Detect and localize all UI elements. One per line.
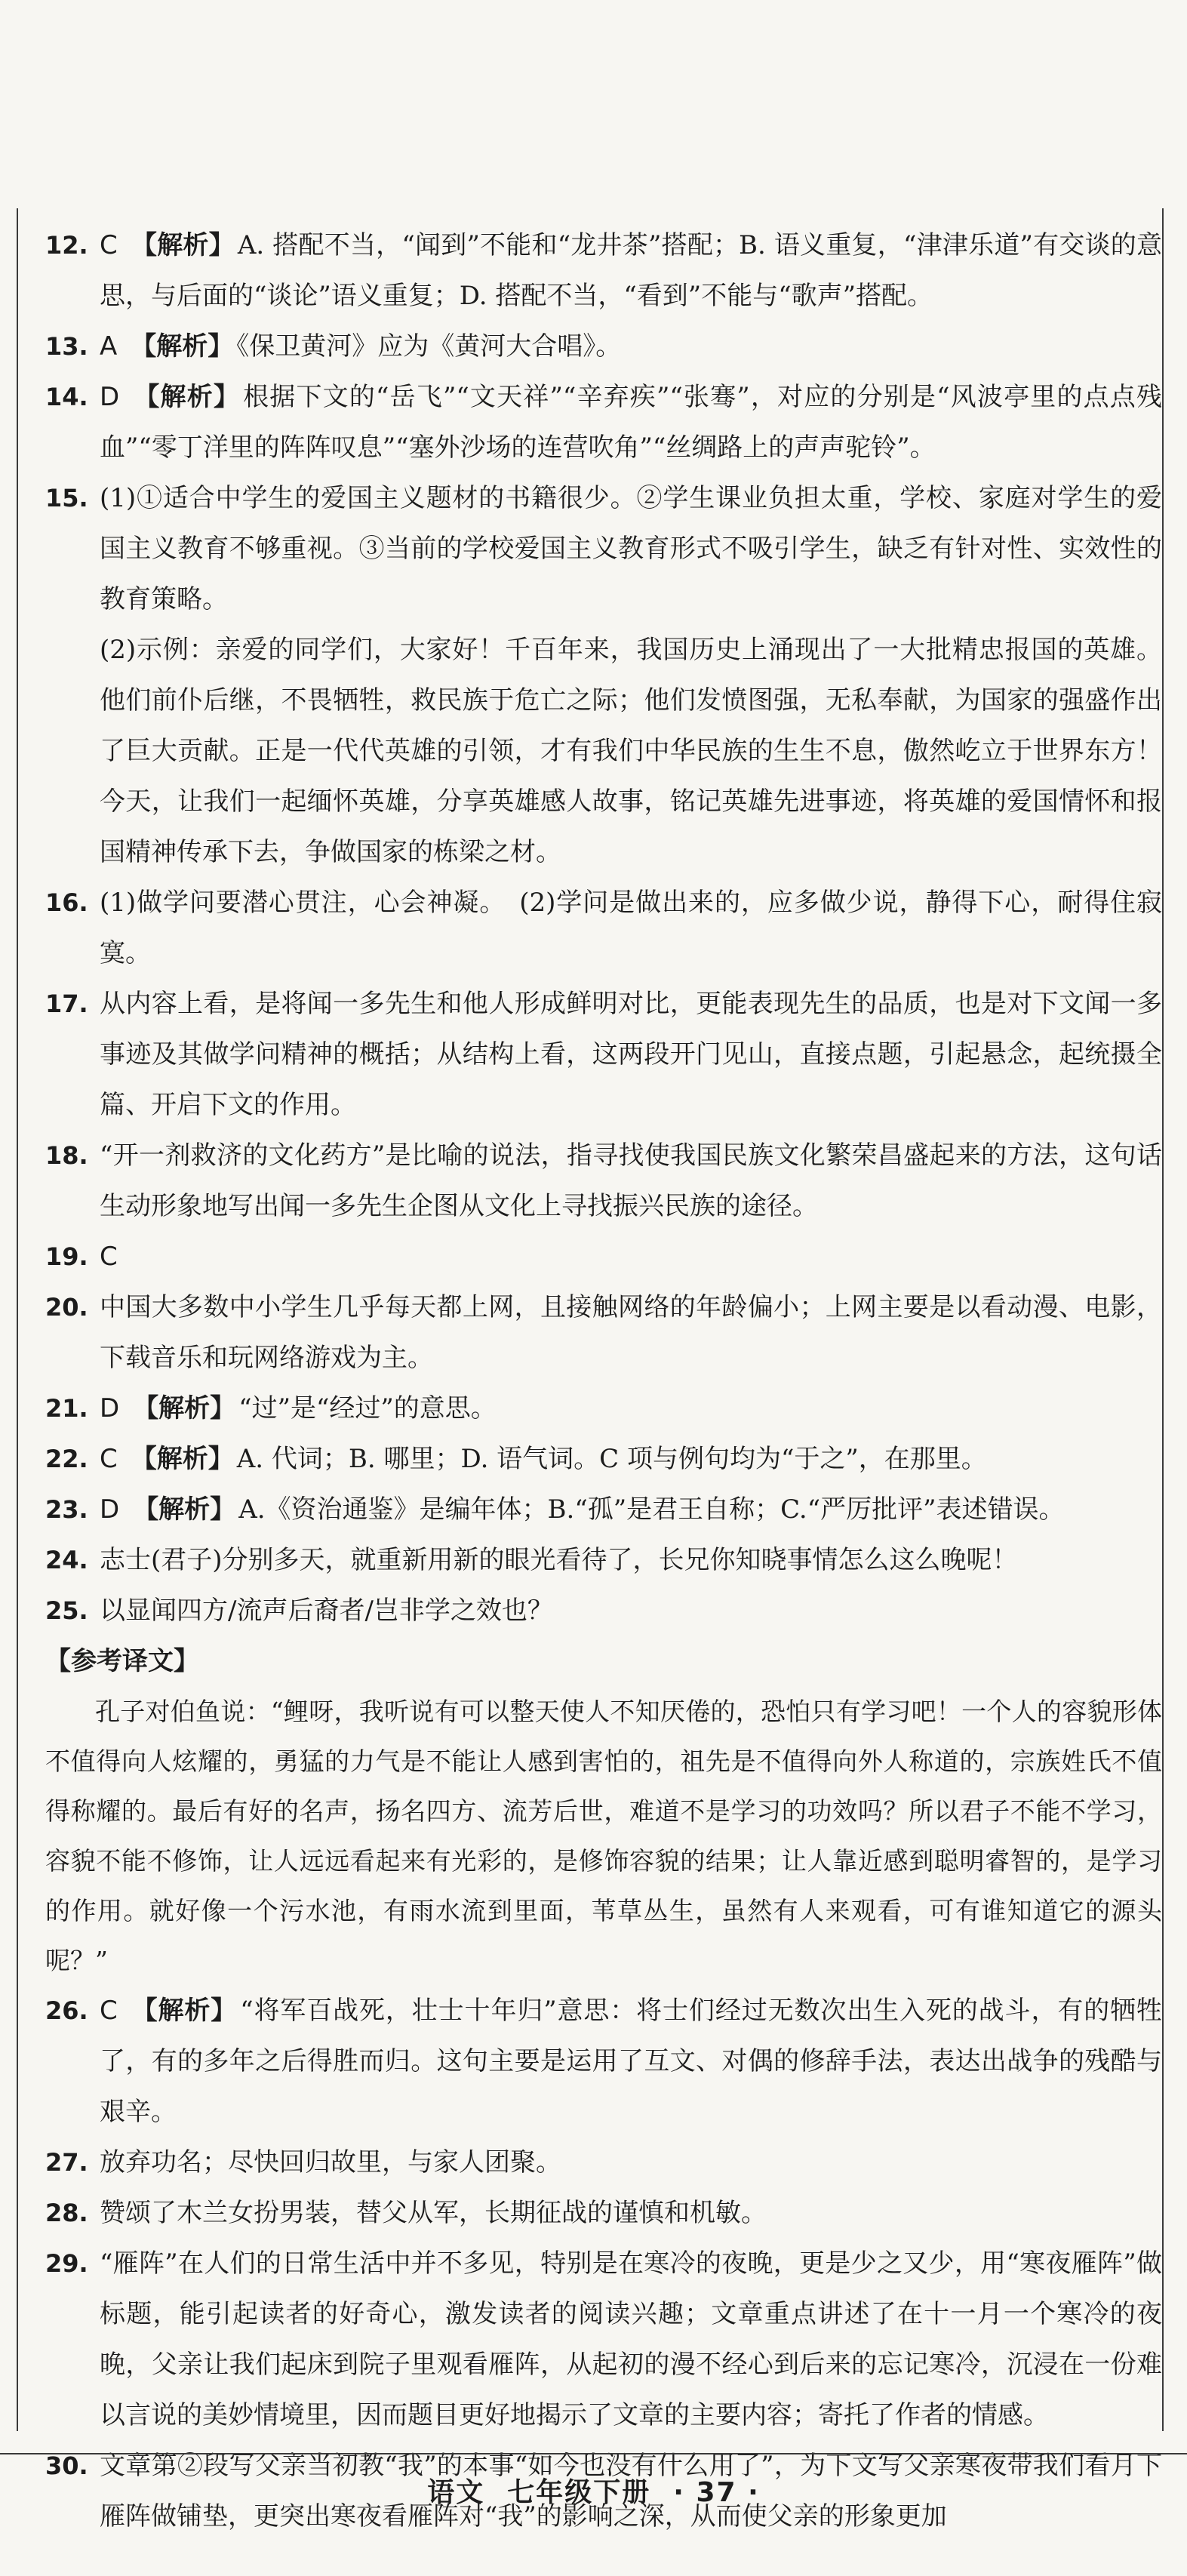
answer-item-19 <box>45 1232 1162 1282</box>
answer-item-25 <box>45 1586 1162 1636</box>
question-number: 29. <box>45 2249 88 2278</box>
analysis-tag: 【解析】 <box>131 1996 238 2026</box>
question-number: 13. <box>45 332 88 361</box>
answer-letter: C <box>100 1444 118 1474</box>
question-number: 22. <box>45 1445 88 1473</box>
answer-text: “开一剂救济的文化药方”是比喻的说法，指寻找使我国民族文化繁荣昌盛起来的方法，这句话生动形象地写出闻一多先生企图从文化上寻找振兴民族的途径。 <box>100 1140 1162 1221</box>
answer-item-15 <box>45 473 1162 878</box>
analysis-tag: 【解析】 <box>133 1393 236 1423</box>
answer-text: 从内容上看，是将闻一多先生和他人形成鲜明对比，更能表现先生的品质，也是对下文闻一多事迹及其做学问精神的概括；从结构上看，这两段开门见山，直接点题，引起悬念，起统摄全篇、开启下文的作用。 <box>100 989 1162 1120</box>
answer-item-13 <box>45 322 1162 372</box>
answer-text: 根据下文的“岳飞”“文天祥”“辛弃疾”“张骞”，对应的分别是“风波亭里的点点残血”“零丁洋里的阵阵叹息”“塞外沙场的连营吹角”“丝绸路上的声声驼铃”。 <box>100 382 1162 463</box>
answer-item-16 <box>45 878 1162 979</box>
question-number: 25. <box>45 1596 88 1625</box>
answer-letter: D <box>100 382 120 412</box>
question-number: 26. <box>45 1996 88 2025</box>
analysis-tag: 【解析】 <box>133 1494 236 1525</box>
answer-letter: C <box>100 230 118 260</box>
question-number: 15. <box>45 484 88 512</box>
translation-text: 孔子对伯鱼说：“鲤呀，我听说有可以整天使人不知厌倦的，恐怕只有学习吧！一个人的容貌形体不值得向人炫耀的，勇猛的力气是不能让人感到害怕的，祖先是不值得向外人称道的，宗族姓氏不值得称耀的。最后有好的名声，扬名四方、流芳后世，难道不是学习的功效吗？所以君子不能不学习，容貌不能不修饰，让人远远看起来有光彩的，是修饰容貌的结果；让人靠近感到聪明睿智的，是学习的作用。就好像一个污水池，有雨水流到里面，苇草丛生，虽然有人来观看，可有谁知道它的源头呢？” <box>45 1697 1162 1975</box>
answer-text: 以显闻四方/流声后裔者/岂非学之效也？ <box>100 1596 553 1626</box>
answer-text: “过”是“经过”的意思。 <box>238 1393 497 1423</box>
answer-text: “雁阵”在人们的日常生活中并不多见，特别是在寒冷的夜晚，更是少之又少，用“寒夜雁阵”做标题，能引起读者的好奇心，激发读者的阅读兴趣；文章重点讲述了在十一月一个寒冷的夜晚，父亲让我们起床到院子里观看雁阵，从起初的漫不经心到后来的忘记寒冷，沉浸在一份难以言说的美妙情境里，因而题目更好地揭示了文章的主要内容；寄托了作者的情感。 <box>100 2248 1162 2430</box>
answer-text: 《保卫黄河》应为《黄河大合唱》。 <box>236 331 622 362</box>
answer-letter: D <box>100 1393 120 1423</box>
answer-item-28 <box>45 2188 1162 2239</box>
answer-item-27 <box>45 2137 1162 2188</box>
answer-item-14 <box>45 372 1162 473</box>
footer-grade: 七年级下册 <box>507 2477 651 2508</box>
footer-label <box>0 2471 1187 2510</box>
answer-content <box>45 220 1162 2542</box>
analysis-tag: 【解析】 <box>131 230 235 260</box>
analysis-tag: 【解析】 <box>131 331 234 362</box>
answer-item-20 <box>45 1282 1162 1383</box>
page-number: · 37 · <box>673 2477 760 2508</box>
question-number: 20. <box>45 1293 88 1322</box>
answer-text-example: (2)示例：亲爱的同学们，大家好！千百年来，我国历史上涌现出了一大批精忠报国的英雄。他们前仆后继，不畏牺牲，救民族于危亡之际；他们发愤图强，无私奉献，为国家的强盛作出了巨大贡献。正是一代代英雄的引领，才有我们中华民族的生生不息，傲然屹立于世界东方！今天，让我们一起缅怀英雄，分享英雄感人故事，铭记英雄先进事迹，将英雄的爱国情怀和报国精神传承下去，争做国家的栋梁之材。 <box>100 635 1162 867</box>
question-number: 18. <box>45 1141 88 1170</box>
answer-letter: A <box>100 331 118 362</box>
answer-text: 赞颂了木兰女扮男装，替父从军，长期征战的谨慎和机敏。 <box>100 2198 767 2228</box>
question-number: 27. <box>45 2148 88 2177</box>
answer-text: 志士(君子)分别多天，就重新用新的眼光看待了，长兄你知晓事情怎么这么晚呢！ <box>100 1545 1018 1575</box>
answer-item-18 <box>45 1131 1162 1232</box>
answer-text: A. 搭配不当，“闻到”不能和“龙井茶”搭配；B. 语义重复，“津津乐道”有交谈的意思，与后面的“谈论”语义重复；D. 搭配不当，“看到”不能与“歌声”搭配。 <box>100 230 1163 311</box>
question-number: 28. <box>45 2199 88 2227</box>
question-number: 12. <box>45 231 88 260</box>
answer-item-26 <box>45 1986 1162 2137</box>
page-footer <box>0 2453 1187 2522</box>
answer-item-23 <box>45 1485 1162 1535</box>
question-number: 21. <box>45 1394 88 1423</box>
question-number: 16. <box>45 888 88 917</box>
translation-title: 【参考译文】 <box>45 1646 199 1676</box>
answer-text: (1)①适合中学生的爱国主义题材的书籍很少。②学生课业负担太重，学校、家庭对学生的爱国主义教育不够重视。③当前的学校爱国主义教育形式不吸引学生，缺乏有针对性、实效性的教育策略。 <box>100 483 1162 614</box>
question-number: 24. <box>45 1546 88 1574</box>
answer-text: (1)做学问要潜心贯注，心会神凝。 (2)学问是做出来的，应多做少说，静得下心，耐得住寂寞。 <box>100 888 1162 968</box>
question-number: 23. <box>45 1495 88 1524</box>
answer-text: 文章第②段写父亲当初教“我”的本事“如今也没有什么用了”，为下文写父亲寒夜带我们看月下雁阵做铺垫，更突出寒夜看雁阵对“我”的影响之深，从而使父亲的形象更加 <box>100 2451 1162 2531</box>
answer-letter: C <box>100 1996 118 2026</box>
question-number: 14. <box>45 383 88 411</box>
answer-letter: C <box>100 1242 118 1272</box>
analysis-tag: 【解析】 <box>133 382 241 412</box>
answer-text: 中国大多数中小学生几乎每天都上网，且接触网络的年龄偏小；上网主要是以看动漫、电影，下载音乐和玩网络游戏为主。 <box>100 1292 1162 1373</box>
answer-item-29 <box>45 2239 1162 2441</box>
analysis-tag: 【解析】 <box>131 1444 234 1474</box>
question-number: 19. <box>45 1242 88 1271</box>
answer-text: A. 代词；B. 哪里；D. 语气词。C 项与例句均为“于之”，在那里。 <box>236 1444 987 1474</box>
question-number: 30. <box>45 2451 88 2480</box>
answer-item-17 <box>45 979 1162 1131</box>
question-number: 17. <box>45 989 88 1018</box>
answer-text: 放弃功名；尽快回归故里，与家人团聚。 <box>100 2147 561 2177</box>
answer-item-24 <box>45 1535 1162 1586</box>
answer-item-22 <box>45 1434 1162 1485</box>
answer-item-12 <box>45 220 1162 322</box>
answer-item-21 <box>45 1383 1162 1434</box>
answer-text: A.《资治通鉴》是编年体；B.“孤”是君王自称；C.“严厉批评”表述错误。 <box>238 1494 1065 1525</box>
answer-letter: D <box>100 1494 120 1525</box>
footer-subject: 语文 <box>427 2477 485 2508</box>
answer-text: “将军百战死，壮士十年归”意思：将士们经过无数次出生入死的战斗，有的牺牲了，有的多年之后得胜而归。这句主要是运用了互文、对偶的修辞手法，表达出战争的残酷与艰辛。 <box>100 1996 1162 2127</box>
